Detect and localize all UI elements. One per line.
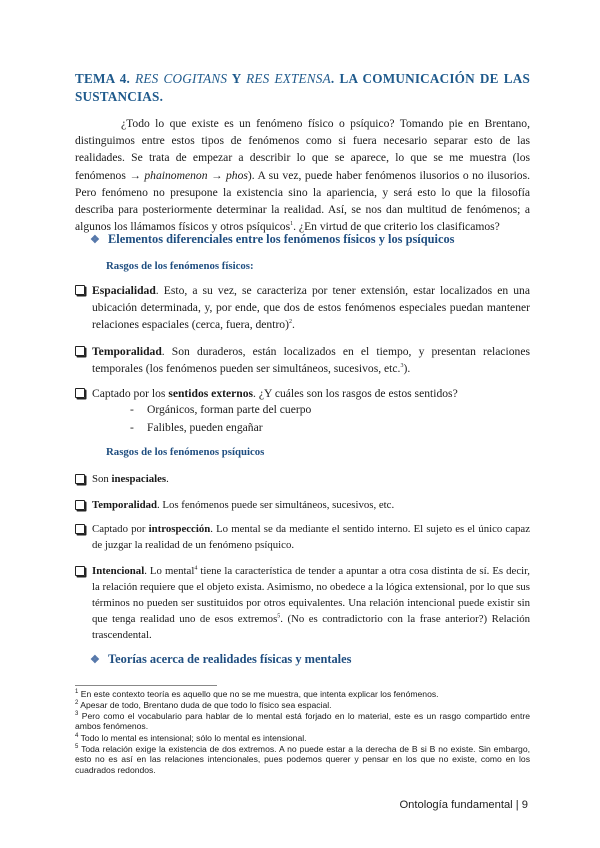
page-footer: Ontología fundamental | 9	[399, 799, 528, 811]
section-heading-text: Teorías acerca de realidades físicas y mentales	[108, 652, 352, 666]
checkbox-bullet-icon	[75, 474, 85, 484]
item-text: .	[291, 318, 295, 332]
item-term: Temporalidad	[92, 499, 157, 511]
footnote-number: 5	[75, 744, 79, 751]
item-text: . Los fenómenos puede ser simultáneos, sucesivos, etc.	[157, 499, 395, 511]
list-item-espacialidad	[75, 282, 530, 334]
item-text: . Lo mental se da mediante el sentido interno. El sujeto es el único capaz de juzgar la realidad de un fenómeno psíquico.	[92, 523, 530, 551]
checkbox-bullet-icon	[75, 524, 85, 534]
footnote-ref[interactable]: 3	[400, 363, 404, 370]
footnote-number: 4	[75, 733, 79, 740]
page-title	[75, 70, 530, 106]
footnote-ref[interactable]: 2	[288, 319, 292, 326]
intro-italic: phos	[226, 168, 248, 182]
item-term: Espacialidad	[92, 284, 156, 297]
footnote	[75, 733, 530, 743]
diamond-bullet-icon: ❖	[90, 654, 100, 666]
title-italic-2: RES EXTENSA	[246, 71, 331, 86]
title-suffix: . LA COMUNICACIÓN DE LAS SUSTANCIAS.	[75, 71, 530, 104]
subheading-psiquicos: Rasgos de los fenómenos psíquicos	[106, 446, 265, 458]
dash-bullet-icon: -	[130, 403, 134, 416]
intro-text: ¿Todo lo que existe es un fenómeno físico o psíquico? Tomando pie en Brentano, distinguimos entre estos tipos de fenómenos como si fuera necesario separar esto de las realidades. Se trata de empezar a describir lo que se aparece, lo que se me muestra (los fenómenos →	[75, 117, 530, 182]
footnote-ref[interactable]: 1	[290, 221, 294, 228]
list-item-inespaciales	[75, 471, 530, 487]
intro-text: →	[207, 168, 226, 182]
footnote-number: 3	[75, 711, 79, 718]
item-term: introspección	[148, 523, 211, 535]
intro-italic: phainomenon	[144, 168, 208, 182]
footnote-text: Todo lo mental es intensional; sólo lo mental es intensional.	[78, 733, 307, 743]
item-text: . Esto, a su vez, se caracteriza por tener extensión, estar localizados en una ubicación determinada, y, por ende, que dos de estos fenómenos especiales puedan mantener relaciones espaciales (cerca, fuera, dentro)	[92, 284, 530, 332]
item-text: .	[166, 473, 169, 485]
item-term: sentidos externos	[168, 387, 254, 400]
footnote-ref[interactable]: 4	[194, 565, 198, 572]
sub-list-text: Falibles, pueden engañar	[147, 421, 263, 434]
item-term: Temporalidad	[92, 345, 162, 358]
footnote	[75, 744, 530, 775]
item-text: ).	[403, 362, 411, 376]
subheading-fisicos: Rasgos de los fenómenos físicos:	[106, 260, 254, 272]
title-italic-1: RES COGITANS	[135, 71, 228, 86]
footnote-text: Pero como el vocabulario para hablar de lo mental está forjado en lo material, este es un rasgo compartido entre ambos fenómenos.	[75, 711, 530, 732]
section-heading-diferencias	[90, 232, 454, 247]
sub-list-item	[130, 421, 263, 434]
item-text: . Son duraderos, están localizados en el tiempo, y presentan relaciones temporales (los fenómenos pueden ser simultáneos, sucesivos, etc.	[92, 345, 530, 376]
checkbox-bullet-icon	[75, 346, 85, 356]
footnote-number: 1	[75, 689, 79, 696]
footnote-text: Apesar de todo, Brentano duda de que todo lo físico sea espacial.	[78, 700, 332, 710]
list-item-introspeccion	[75, 521, 530, 553]
diamond-bullet-icon: ❖	[90, 234, 100, 246]
checkbox-bullet-icon	[75, 500, 85, 510]
footnote	[75, 711, 530, 732]
footnote-text: Toda relación exige la existencia de dos extremos. A no puede estar a la derecha de B si B no existe. Sin embargo, esto no es así en las relaciones intencionales, pues podemos querer y pensar en los que no existe, como en los cuadrados redondos.	[75, 744, 530, 775]
intro-text: ). A su vez, puede haber fenómenos ilusorios o no ilusorios. Pero fenómeno no presupone la existencia sino la apariencia, y será esto lo que la filosofía describa para posteriormente determinar la realidad. Así, se nos dan multitud de fenómenos; a algunos los llámamos físicos y otros psíquicos	[75, 168, 531, 234]
dash-bullet-icon: -	[130, 421, 134, 434]
list-item-intencional	[75, 563, 530, 643]
checkbox-bullet-icon	[75, 388, 85, 398]
footnote-text: En este contexto teoría es aquello que no se me muestra, que intenta explicar los fenómenos.	[78, 689, 439, 699]
footnote-ref[interactable]: 5	[277, 613, 281, 620]
footnote-number: 2	[75, 700, 79, 707]
item-text: Son	[92, 473, 112, 485]
section-heading-text: Elementos diferenciales entre los fenómenos físicos y los psíquicos	[108, 232, 455, 246]
intro-text: . ¿En virtud de que criterio los clasificamos?	[293, 220, 500, 234]
item-text: tiene la característica de tender a apuntar a otra cosa distinta de sí. Es decir, la relación requiere que el objeto exista. Asimismo, no obedece a la lógica extensional, por lo que sus términos no pueden ser sustituidos por otros equivalentes. Una relación intencional puede existir sin que tenga realidad uno de esos extremos	[92, 565, 530, 625]
item-term: Intencional	[92, 565, 145, 577]
footnote	[75, 689, 530, 699]
list-item-temporalidad-psiquica	[75, 497, 530, 513]
item-text: Captado por	[92, 523, 149, 535]
item-term: inespaciales	[111, 473, 167, 485]
checkbox-bullet-icon	[75, 566, 85, 576]
item-text: . Lo mental	[144, 565, 195, 577]
section-heading-teorias	[90, 652, 351, 667]
title-mid: Y	[227, 71, 247, 86]
sub-list-text: Orgánicos, forman parte del cuerpo	[147, 403, 312, 416]
list-item-temporalidad-fisica	[75, 343, 530, 377]
intro-paragraph	[75, 115, 530, 235]
item-text: . ¿Y cuáles son los rasgos de estos sentidos?	[253, 387, 458, 400]
sub-list-item	[130, 403, 311, 416]
footnote-separator	[75, 685, 217, 686]
title-prefix: TEMA 4.	[75, 71, 136, 86]
footnote	[75, 700, 530, 710]
item-text: . (No es contradictorio con la frase anterior?) Relación trascendental.	[92, 613, 530, 641]
checkbox-bullet-icon	[75, 285, 85, 295]
item-text: Captado por los	[92, 387, 169, 400]
list-item-sentidos-externos	[75, 385, 530, 402]
